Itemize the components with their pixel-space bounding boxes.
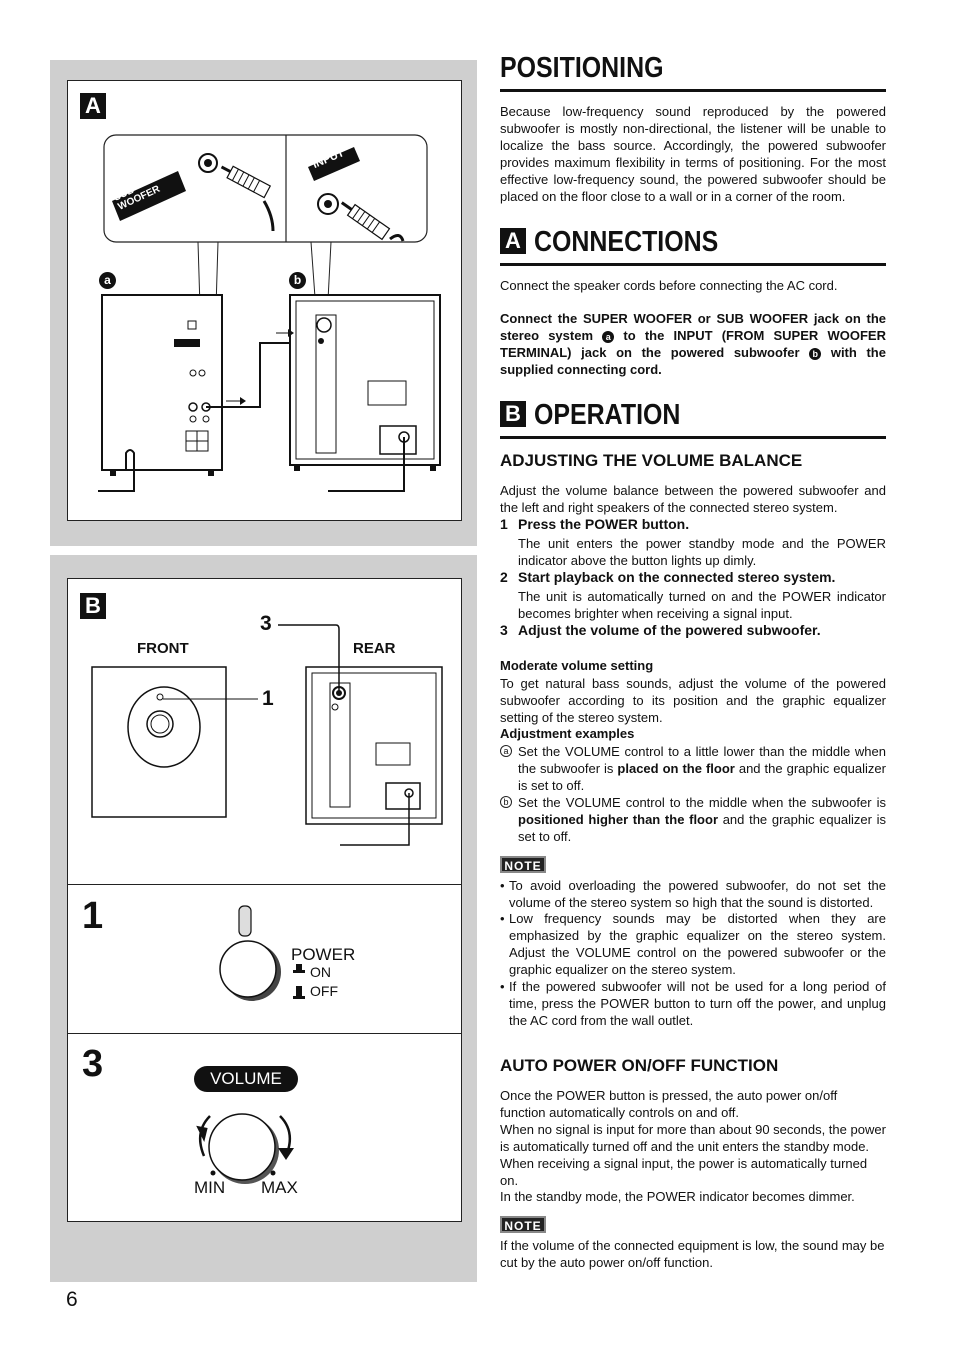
power-button-illustration	[68, 884, 463, 1034]
positioning-title: POSITIONING	[500, 52, 664, 84]
marker-a: a	[99, 272, 116, 289]
auto-power-note: If the volume of the connected equipment is low, the sound may be cut by the auto power on/off function.	[500, 1238, 885, 1270]
marker-b: b	[289, 272, 306, 289]
auto-power-p2: When no signal is input for more than about 90 seconds, the power is automatically turned off and the unit enters the standby mode. When receiving a signal input, the power is automatically turned on.	[500, 1122, 886, 1188]
connections-instruction: Connect the SUPER WOOFER or SUB WOOFER jack on the stereo system a to the INPUT (FROM SUPER WOOFER TERMINAL) jack on the powered subwoofer b with the supplied connecting cord.	[500, 311, 886, 377]
sub-woofer-label: SUB WOOFER	[112, 183, 162, 213]
connections-badge: A	[500, 228, 526, 254]
positioning-heading	[500, 52, 886, 92]
power-off-label: OFF	[310, 983, 338, 999]
callout-3: 3	[260, 612, 272, 635]
note-item-3: • If the powered subwoofer will not be used for a long period of time, press the POWER button to turn off the power, and unplug the AC cord from the wall outlet.	[500, 979, 886, 1028]
example-a: a Set the VOLUME control to a little lower than the middle when the subwoofer is placed on the floor and the graphic equalizer is set to off.	[500, 743, 886, 794]
min-label: MIN	[194, 1178, 226, 1197]
connections-intro: Connect the speaker cords before connecting the AC cord.	[500, 278, 838, 293]
auto-power-p3: In the standby mode, the POWER indicator becomes dimmer.	[500, 1189, 855, 1204]
rear-label: REAR	[353, 640, 396, 657]
positioning-body: Because low-frequency sound reproduced by the powered subwoofer is mostly non-directional, the listener will be unable to localize the bass source. Accordingly, the powered subwoofer provides maximum flexibility in terms of positioning. For the most effective low-frequency sound, the powered subwoofer should be placed on the floor close to a wall or in a corner of the room.	[500, 104, 886, 204]
callout-1: 1	[262, 687, 274, 710]
page-number: 6	[66, 1288, 78, 1311]
divider-2	[68, 1033, 461, 1034]
operation-heading	[500, 399, 886, 439]
moderate-volume-title: Moderate volume setting	[500, 658, 654, 673]
diagram-b-frame	[67, 578, 462, 1222]
power-label: POWER	[291, 945, 356, 964]
step1-number: 1	[82, 895, 104, 937]
input-label: INPUT	[310, 147, 347, 171]
step-1: 1 Press the POWER button.	[500, 516, 690, 532]
note-item-2: • Low frequency sounds may be distorted when they are emphasized by the graphic equalizer on the stereo system. Adjust the VOLUME control on the powered subwoofer or the graphic equalizer on the stereo system.	[500, 911, 886, 977]
marker-b-inline: b	[809, 348, 821, 360]
connection-illustration	[68, 81, 463, 522]
auto-power-p1: Once the POWER button is pressed, the auto power on/off function automatically controls on and off.	[500, 1088, 838, 1120]
example-b: b Set the VOLUME control to the middle when the subwoofer is positioned higher than the floor and the graphic equalizer is set to off.	[500, 794, 886, 845]
operation-title: OPERATION	[534, 399, 681, 431]
step-1-text: The unit enters the power standby mode and the POWER indicator above the button lights up dimly.	[518, 536, 886, 568]
connections-title: CONNECTIONS	[534, 226, 719, 258]
moderate-volume-text: To get natural bass sounds, adjust the volume of the powered subwoofer according to its position and the graphic equalizer setting of the stereo system.	[500, 676, 886, 725]
front-rear-illustration	[68, 579, 463, 879]
diagram-a-panel	[50, 60, 477, 546]
volume-label: VOLUME	[194, 1066, 298, 1092]
diagram-b-badge: B	[80, 593, 106, 619]
step-2-text: The unit is automatically turned on and the POWER indicator becomes brighter when receiving a signal input.	[518, 589, 886, 621]
max-label: MAX	[261, 1178, 298, 1197]
adjustment-examples-title: Adjustment examples	[500, 726, 635, 741]
diagram-a-frame	[67, 80, 462, 521]
power-on-label: ON	[310, 964, 331, 980]
step-3: 3 Adjust the volume of the powered subwoofer.	[500, 622, 821, 638]
front-label: FRONT	[137, 640, 189, 657]
step-2: 2 Start playback on the connected stereo system.	[500, 569, 836, 585]
note-badge-2: NOTE	[500, 1216, 546, 1233]
diagram-b-panel	[50, 555, 477, 1282]
connections-heading	[500, 226, 886, 266]
step3-number: 3	[82, 1043, 104, 1085]
note-item-1: • To avoid overloading the powered subwoofer, do not set the volume of the stereo system so high that the sound is distorted.	[500, 878, 886, 910]
operation-badge: B	[500, 401, 526, 427]
diagram-a-badge: A	[80, 93, 106, 119]
volume-balance-heading: ADJUSTING THE VOLUME BALANCE	[500, 451, 803, 470]
marker-a-inline: a	[602, 331, 614, 343]
note-badge-1: NOTE	[500, 856, 546, 873]
auto-power-heading: AUTO POWER ON/OFF FUNCTION	[500, 1056, 779, 1075]
volume-balance-intro: Adjust the volume balance between the powered subwoofer and the left and right speakers of the connected stereo system.	[500, 483, 886, 515]
